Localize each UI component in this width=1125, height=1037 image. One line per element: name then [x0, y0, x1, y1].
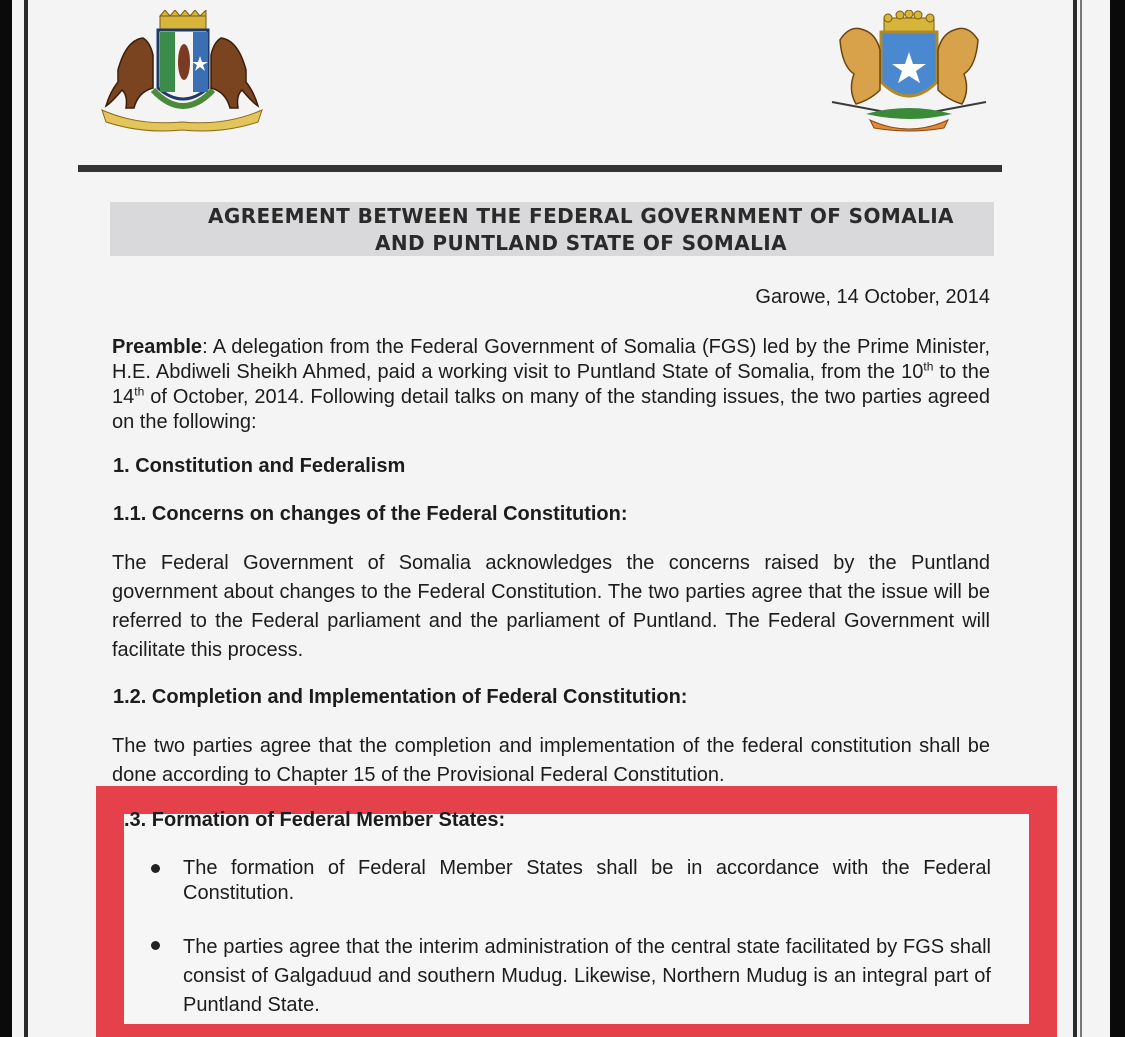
document-date: Garowe, 14 October, 2014 [755, 286, 990, 308]
bullet-icon [151, 941, 160, 950]
page-border-right-inner [1080, 0, 1082, 1037]
section-1-3-bullet-2: The parties agree that the interim administration of the central state facilitated by FGS shall consist of Galgaduud and southern Mudug. Likewise, Northern Mudug is an integral part of Puntland State. [183, 936, 991, 1016]
preamble-label: Preamble [112, 336, 203, 358]
page-border-left [24, 0, 28, 1037]
preamble-sup-1: th [923, 359, 934, 374]
page-border-right [1073, 0, 1077, 1037]
section-1-2-body: The two parties agree that the completion and implementation of the federal constitution shall be done according to Chapter 15 of the Provisional Federal Constitution. [112, 735, 990, 786]
somalia-coat-of-arms-icon [826, 10, 992, 135]
preamble-text-a: : A delegation from the Federal Government of Somalia (FGS) led by the Prime Minister, H.E. Abdiweli Sheikh Ahmed, paid a working visit to Puntland State of Somalia, from the 10 [112, 336, 990, 383]
scan-edge-left [0, 0, 12, 1037]
section-1-3-bullet-1: The formation of Federal Member States shall be in accordance with the Federal Constitution. [183, 857, 991, 904]
section-1-heading: 1. Constitution and Federalism [113, 455, 406, 477]
document-title-line-2: AND PUNTLAND STATE OF SOMALIA [375, 231, 787, 255]
section-1-1-body: The Federal Government of Somalia acknowledges the concerns raised by the Puntland government about changes to the Federal Constitution. The two parties agree that the issue will be referred to the Federal parliament and the parliament of Puntland. The Federal Government will facilitate this process. [112, 552, 990, 661]
section-1-1-heading: 1.1. Concerns on changes of the Federal Constitution: [113, 503, 628, 525]
bullet-icon [151, 864, 160, 873]
document-title-line-1: AGREEMENT BETWEEN THE FEDERAL GOVERNMENT OF SOMALIA [208, 204, 954, 228]
puntland-coat-of-arms-icon [98, 10, 266, 135]
preamble-text-c: of October, 2014. Following detail talks on many of the standing issues, the two parties agreed on the following: [112, 386, 990, 433]
section-1-2-heading: 1.2. Completion and Implementation of Federal Constitution: [113, 686, 688, 708]
scan-edge-right [1110, 0, 1125, 1037]
preamble-text-b: to the 14 [112, 361, 990, 408]
preamble-sup-2: th [134, 384, 145, 399]
header-rule [78, 165, 1002, 172]
section-1-3-heading: .3. Formation of Federal Member States: [124, 809, 506, 828]
preamble-paragraph [112, 335, 990, 435]
